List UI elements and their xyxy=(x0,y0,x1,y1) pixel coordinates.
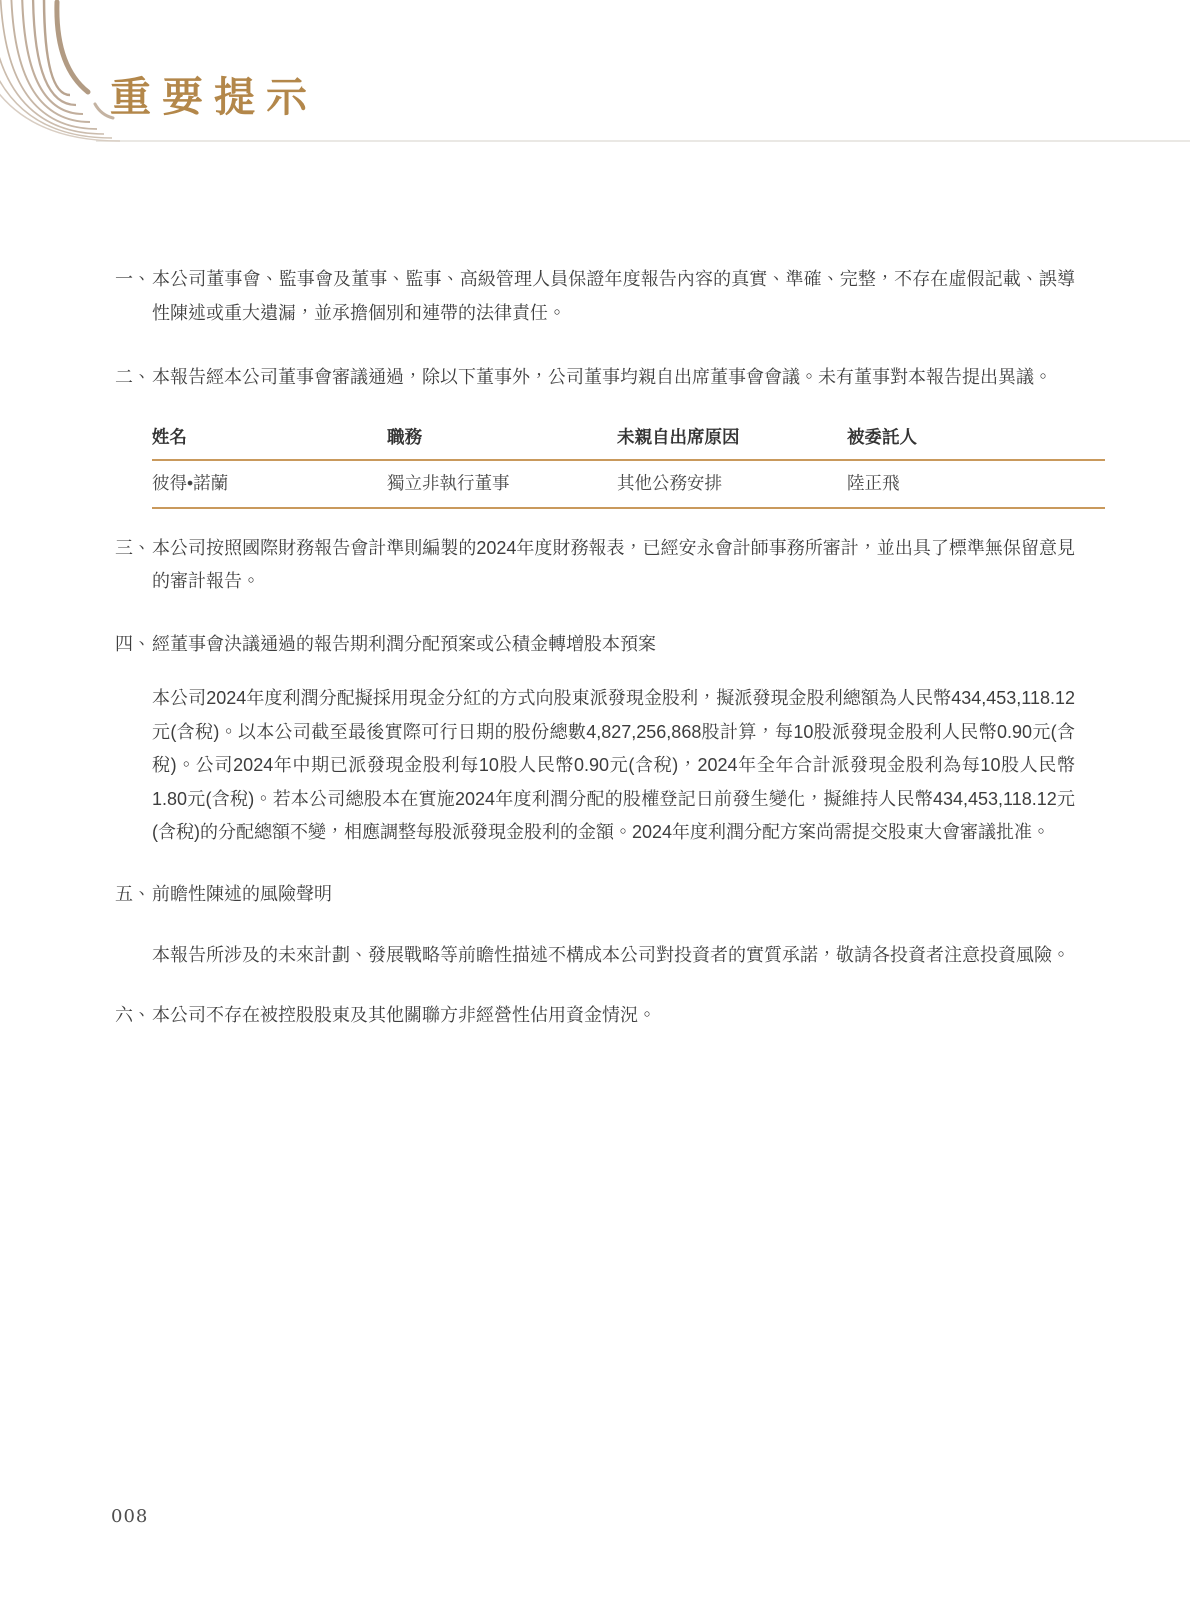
table-cell-proxy: 陸正飛 xyxy=(847,460,1105,508)
page-content xyxy=(0,263,1190,1032)
section-5 xyxy=(115,878,1075,912)
section-6-text: 本公司不存在被控股股東及其他關聯方非經營性佔用資金情況。 xyxy=(152,1004,656,1025)
section-1-number: 一、 xyxy=(115,269,151,289)
section-4-heading: 經董事會決議通過的報告期利潤分配預案或公積金轉增股本預案 xyxy=(152,633,656,654)
section-3-number: 三、 xyxy=(115,537,151,558)
section-5-number: 五、 xyxy=(115,883,151,904)
table-header-position: 職務 xyxy=(387,418,617,460)
page-header xyxy=(0,0,1190,141)
table-header-row xyxy=(152,418,1105,460)
table-header-name: 姓名 xyxy=(152,418,387,460)
page-title: 重要提示 xyxy=(110,74,318,120)
section-1 xyxy=(115,263,1075,330)
table-cell-absence-reason: 其他公務安排 xyxy=(617,460,847,508)
section-6-number: 六、 xyxy=(115,1004,151,1025)
table-header-proxy: 被委託人 xyxy=(847,418,1105,460)
section-4-number: 四、 xyxy=(115,633,151,654)
section-2 xyxy=(115,361,1075,395)
page-number: 008 xyxy=(111,1506,149,1527)
section-5-heading: 前瞻性陳述的風險聲明 xyxy=(152,883,332,904)
section-4 xyxy=(115,628,1075,662)
section-2-number: 二、 xyxy=(115,367,151,387)
section-5-paragraph: 本報告所涉及的未來計劃、發展戰略等前瞻性描述不構成本公司對投資者的實質承諾，敬請各投資者注意投資風險。 xyxy=(152,945,1070,965)
table-header-absence-reason: 未親自出席原因 xyxy=(617,418,847,460)
table-cell-name: 彼得•諾蘭 xyxy=(152,460,387,508)
section-3 xyxy=(115,532,1075,599)
section-3-text: 本公司按照國際財務報告會計準則編製的2024年度財務報表，已經安永會計師事務所審計，並出具了標準無保留意見的審計報告。 xyxy=(152,537,1075,591)
section-2-text: 本報告經本公司董事會審議通過，除以下董事外，公司董事均親自出席董事會會議。未有董事對本報告提出異議。 xyxy=(152,367,1052,387)
table-cell-position: 獨立非執行董事 xyxy=(387,460,617,508)
table-row xyxy=(152,460,1105,508)
absent-directors-table-wrap xyxy=(152,418,1105,509)
section-6 xyxy=(115,999,1075,1033)
absent-directors-table xyxy=(152,418,1105,509)
section-4-paragraph: 本公司2024年度利潤分配擬採用現金分紅的方式向股東派發現金股利，擬派發現金股利總額為人民幣434,453,118.12元(含稅)。以本公司截至最後實際可行日期的股份總數4,827,256,868股計算，每10股派發現金股利人民幣0.90元(含稅)。公司2024年中期已派發現金股利每10股人民幣0.90元(含稅)，2024年全年合計派發現金股利為每10股人民幣1.80元(含稅)。若本公司總股本在實施2024年度利潤分配的股權登記日前發生變化，擬維持人民幣434,453,118.12元(含稅)的分配總額不變，相應調整每股派發現金股利的金額。2024年度利潤分配方案尚需提交股東大會審議批准。 xyxy=(152,688,1075,842)
section-1-text: 本公司董事會、監事會及董事、監事、高級管理人員保證年度報告內容的真實、準確、完整，不存在虛假記載、誤導性陳述或重大遺漏，並承擔個別和連帶的法律責任。 xyxy=(152,269,1075,323)
